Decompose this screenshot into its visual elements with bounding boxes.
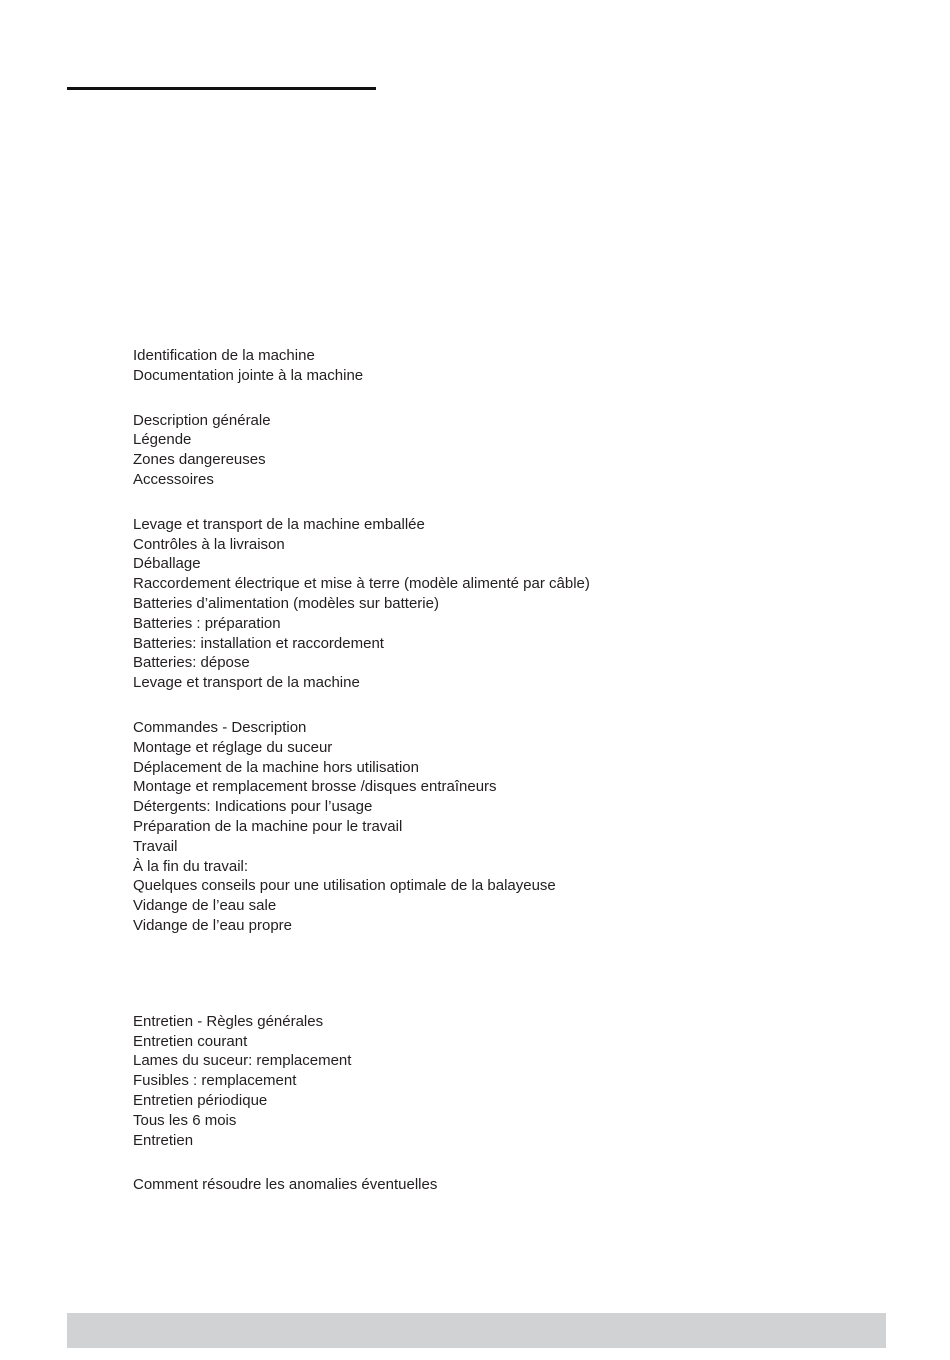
toc-entry[interactable]: Montage et réglage du suceur bbox=[133, 738, 333, 756]
toc-entry[interactable]: Vidange de l’eau propre bbox=[133, 916, 293, 934]
toc-entry[interactable]: Raccordement électrique et mise à terre (modèle alimenté par câble) bbox=[133, 575, 590, 593]
toc-entry[interactable]: Travail bbox=[133, 837, 178, 855]
toc-entry[interactable]: Identification de la machine bbox=[133, 347, 315, 364]
toc-entry[interactable]: Levage et transport de la machine emballée bbox=[133, 515, 425, 533]
footer-bar bbox=[67, 1313, 886, 1348]
toc-entry[interactable]: Détergents: Indications pour l’usage bbox=[133, 798, 373, 816]
toc-entry[interactable]: Légende bbox=[133, 431, 192, 449]
toc-entry[interactable]: Batteries: dépose bbox=[133, 654, 250, 672]
toc-entry[interactable]: À la fin du travail: bbox=[133, 857, 249, 875]
toc-entry[interactable]: Batteries d’alimentation (modèles sur batterie) bbox=[133, 594, 439, 612]
header-rule bbox=[67, 87, 376, 90]
toc-entry[interactable]: Batteries: installation et raccordement bbox=[133, 634, 384, 652]
toc-entry[interactable]: Vidange de l’eau sale bbox=[133, 897, 277, 915]
toc-entry[interactable]: Documentation jointe à la machine bbox=[133, 366, 364, 384]
toc-entry[interactable]: Tous les 6 mois bbox=[133, 1111, 237, 1129]
toc-entry[interactable]: Batteries : préparation bbox=[133, 614, 281, 632]
toc-entry[interactable]: Lames du suceur: remplacement bbox=[133, 1052, 352, 1070]
toc-section-description bbox=[133, 411, 833, 490]
toc-entry[interactable]: Quelques conseils pour une utilisation optimale de la balayeuse bbox=[133, 877, 556, 895]
toc-entry[interactable]: Commandes - Description bbox=[133, 718, 307, 736]
toc-entry[interactable]: Levage et transport de la machine bbox=[133, 674, 360, 692]
toc-entry[interactable]: Contrôles à la livraison bbox=[133, 535, 285, 553]
toc-section-maintenance bbox=[133, 1012, 833, 1151]
toc-entry[interactable]: Comment résoudre les anomalies éventuelles bbox=[133, 1176, 438, 1194]
toc-entry[interactable]: Accessoires bbox=[133, 470, 214, 488]
toc-entry[interactable]: Déplacement de la machine hors utilisation bbox=[133, 758, 419, 776]
table-of-contents bbox=[133, 346, 833, 1195]
toc-entry[interactable]: Entretien courant bbox=[133, 1032, 248, 1050]
toc-entry[interactable]: Zones dangereuses bbox=[133, 451, 266, 469]
toc-entry[interactable]: Préparation de la machine pour le travail bbox=[133, 817, 403, 835]
toc-section-identification bbox=[133, 346, 833, 386]
toc-entry[interactable]: Description générale bbox=[133, 411, 271, 429]
toc-section-transport-installation bbox=[133, 515, 833, 693]
toc-section-troubleshooting bbox=[133, 1175, 833, 1195]
toc-entry[interactable]: Montage et remplacement brosse /disques entraîneurs bbox=[133, 778, 497, 796]
toc-entry[interactable]: Entretien - Règles générales bbox=[133, 1012, 324, 1030]
toc-entry[interactable]: Entretien périodique bbox=[133, 1091, 268, 1109]
toc-entry[interactable]: Fusibles : remplacement bbox=[133, 1072, 297, 1090]
toc-entry[interactable]: Entretien bbox=[133, 1131, 194, 1149]
toc-section-use bbox=[133, 718, 833, 936]
toc-entry[interactable]: Déballage bbox=[133, 555, 201, 573]
